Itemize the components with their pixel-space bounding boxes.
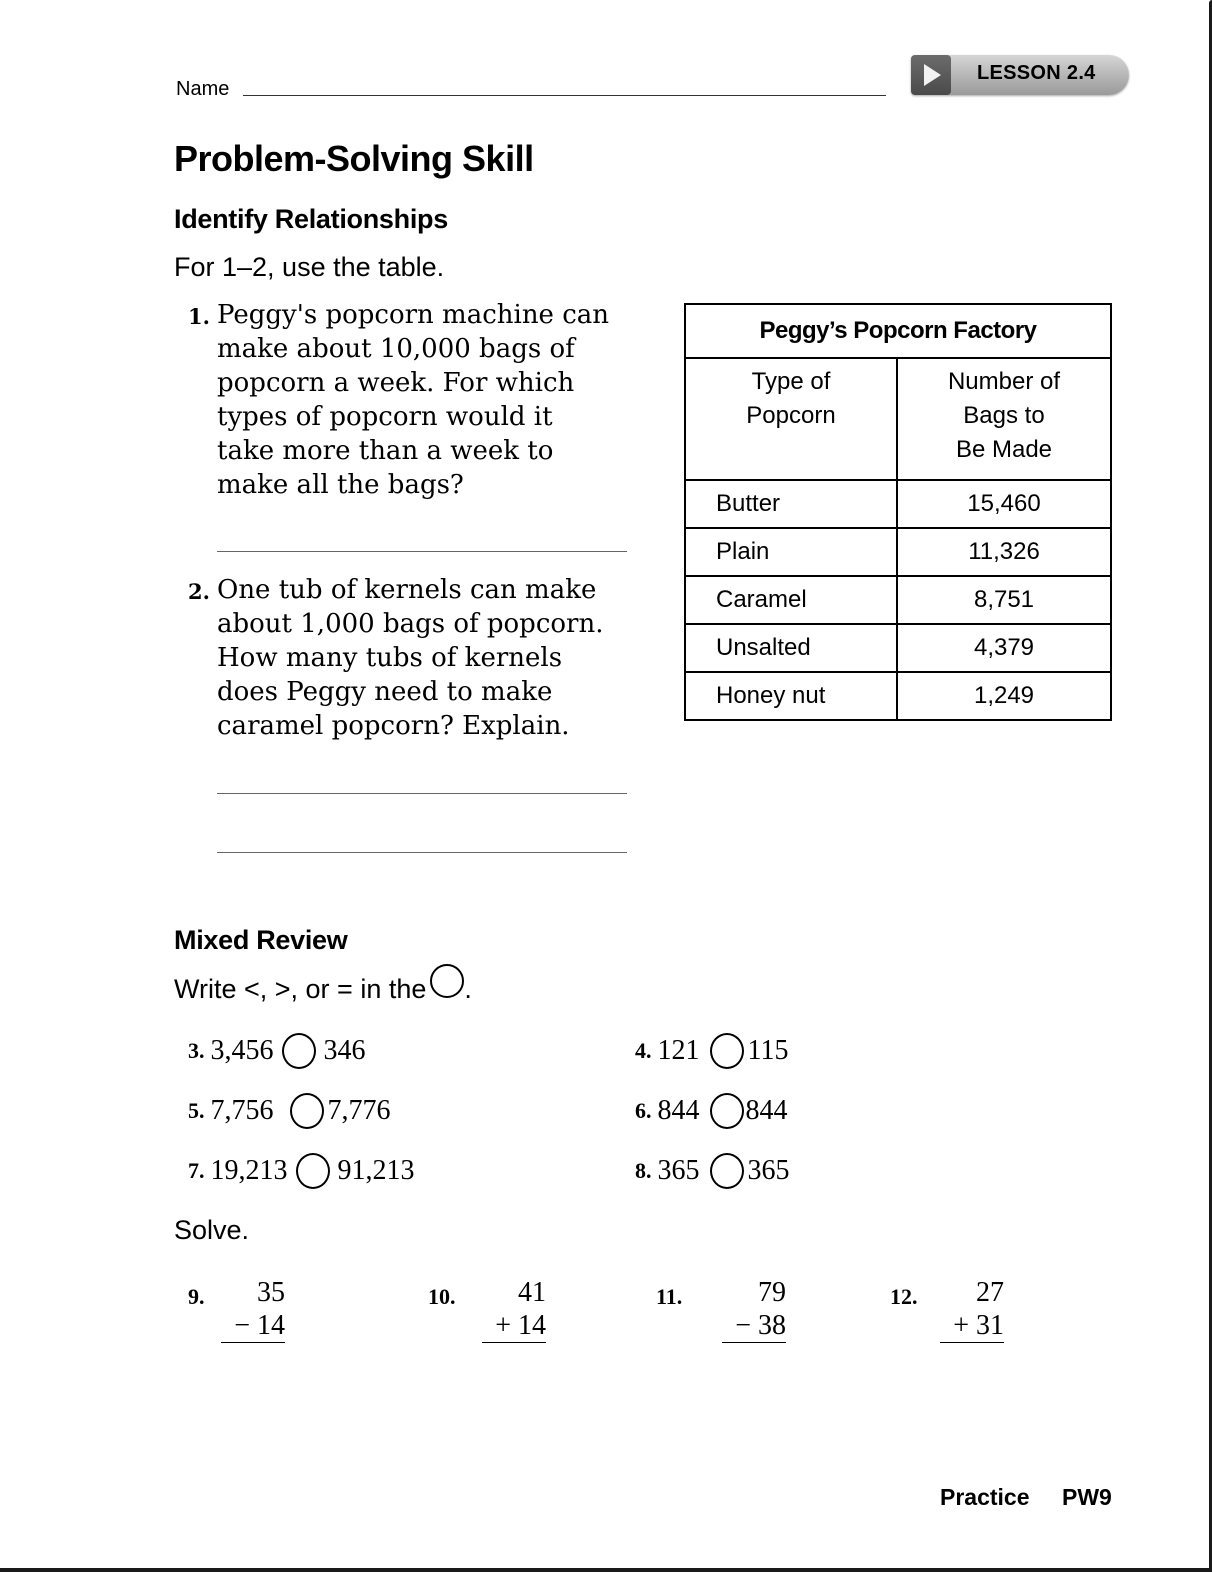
question-line: Peggy's popcorn machine can: [217, 300, 610, 330]
bottom-operand: + 14: [482, 1309, 546, 1343]
answer-line-q1[interactable]: [217, 551, 627, 552]
comparison-7: [188, 1153, 415, 1189]
instruction-text: Write <, >, or = in the: [174, 973, 427, 1004]
table-row: [685, 480, 1111, 528]
name-label: Name: [176, 78, 230, 100]
question-line: One tub of kernels can make: [217, 575, 597, 605]
question-line: How many tubs of kernels: [217, 643, 563, 673]
mixed-review-instruction: [174, 972, 472, 1006]
lesson-badge: [911, 55, 1129, 95]
question-number: 2.: [188, 579, 210, 604]
problem-12: [890, 1276, 1020, 1346]
problem-stack: [482, 1276, 546, 1343]
answer-circle[interactable]: [710, 1153, 744, 1189]
answer-circle[interactable]: [710, 1093, 744, 1129]
problem-stack: [221, 1276, 285, 1343]
answer-circle[interactable]: [710, 1033, 744, 1069]
question-line: popcorn a week. For which: [217, 368, 575, 398]
header-line: Number of: [947, 368, 1061, 395]
top-operand: 41: [518, 1277, 546, 1308]
left-value: 844: [657, 1095, 700, 1126]
answer-circle[interactable]: [296, 1153, 330, 1189]
question-line: caramel popcorn? Explain.: [217, 711, 570, 741]
question-line: take more than a week to: [217, 436, 554, 466]
bottom-operand: − 14: [221, 1309, 285, 1343]
footer-page-number: PW9: [1062, 1484, 1112, 1510]
left-value: 365: [657, 1155, 700, 1186]
table-row: [685, 576, 1111, 624]
top-operand: 27: [976, 1277, 1004, 1308]
cell-bags: 15,460: [897, 480, 1111, 528]
right-value: 365: [747, 1155, 790, 1186]
problem-number: 3.: [188, 1038, 205, 1063]
header-line: Bags to: [963, 402, 1045, 429]
right-value: 844: [745, 1095, 788, 1126]
problem-number: 10.: [428, 1284, 456, 1309]
page-frame-bottom: [0, 1568, 1212, 1572]
page-subtitle: Identify Relationships: [174, 204, 448, 234]
cell-bags: 11,326: [897, 528, 1111, 576]
cell-type: Plain: [685, 528, 897, 576]
header-line: Be Made: [955, 436, 1053, 463]
lesson-badge-label: LESSON 2.4: [977, 62, 1096, 84]
question-line: make about 10,000 bags of: [217, 334, 575, 364]
answer-circle[interactable]: [290, 1093, 324, 1129]
cell-type: Caramel: [685, 576, 897, 624]
mixed-review-heading: Mixed Review: [174, 925, 348, 955]
answer-line-q2-2[interactable]: [217, 852, 627, 853]
header-line: Type of: [751, 368, 831, 395]
comparison-3: [188, 1033, 366, 1069]
top-operand: 35: [257, 1277, 285, 1308]
problem-11: [656, 1276, 796, 1346]
page-title: Problem-Solving Skill: [174, 138, 534, 179]
right-value: 346: [323, 1035, 366, 1066]
left-value: 19,213: [210, 1155, 288, 1186]
comparison-4: [635, 1033, 788, 1069]
question-number: 1.: [188, 304, 210, 329]
table-row: [685, 624, 1111, 672]
bottom-operand: + 31: [940, 1309, 1004, 1343]
right-value: 7,776: [327, 1095, 391, 1126]
column-header-type: [685, 358, 897, 480]
instructions: For 1–2, use the table.: [174, 252, 445, 282]
problem-number: 9.: [188, 1284, 205, 1309]
problem-number: 8.: [635, 1158, 652, 1183]
problem-stack: [722, 1276, 786, 1343]
question-text: [217, 298, 657, 502]
column-header-bags: [897, 358, 1111, 480]
circle-icon: [430, 964, 464, 998]
answer-line-q2-1[interactable]: [217, 793, 627, 794]
problem-stack: [940, 1276, 1004, 1343]
cell-bags: 8,751: [897, 576, 1111, 624]
play-arrow-icon: [911, 55, 951, 95]
cell-bags: 4,379: [897, 624, 1111, 672]
question-line: make all the bags?: [217, 470, 464, 500]
left-value: 121: [657, 1035, 700, 1066]
popcorn-table: [684, 303, 1112, 721]
right-value: 91,213: [337, 1155, 415, 1186]
table-caption: Peggy’s Popcorn Factory: [685, 304, 1111, 358]
instruction-period: .: [464, 973, 472, 1004]
question-line: does Peggy need to make: [217, 677, 553, 707]
problem-number: 5.: [188, 1098, 205, 1123]
cell-type: Butter: [685, 480, 897, 528]
solve-label: Solve.: [174, 1215, 250, 1245]
cell-type: Honey nut: [685, 672, 897, 720]
problem-number: 7.: [188, 1158, 205, 1183]
right-value: 115: [747, 1035, 789, 1066]
table-row: [685, 528, 1111, 576]
answer-circle[interactable]: [282, 1033, 316, 1069]
left-value: 7,756: [210, 1095, 274, 1126]
problem-number: 11.: [656, 1284, 683, 1309]
cell-type: Unsalted: [685, 624, 897, 672]
name-input-line[interactable]: [243, 95, 886, 96]
comparison-6: [635, 1093, 788, 1129]
problem-number: 12.: [890, 1284, 918, 1309]
comparison-8: [635, 1153, 790, 1189]
problem-9: [188, 1276, 298, 1346]
problem-number: 6.: [635, 1098, 652, 1123]
problem-10: [428, 1276, 558, 1346]
question-line: about 1,000 bags of popcorn.: [217, 609, 604, 639]
bottom-operand: − 38: [722, 1309, 786, 1343]
question-line: types of popcorn would it: [217, 402, 553, 432]
table-row: [685, 672, 1111, 720]
problem-number: 4.: [635, 1038, 652, 1063]
question-text: [217, 573, 657, 743]
left-value: 3,456: [210, 1035, 274, 1066]
top-operand: 79: [758, 1277, 786, 1308]
header-line: Popcorn: [746, 402, 836, 429]
comparison-5: [188, 1093, 391, 1129]
footer-label: Practice: [940, 1484, 1030, 1510]
cell-bags: 1,249: [897, 672, 1111, 720]
